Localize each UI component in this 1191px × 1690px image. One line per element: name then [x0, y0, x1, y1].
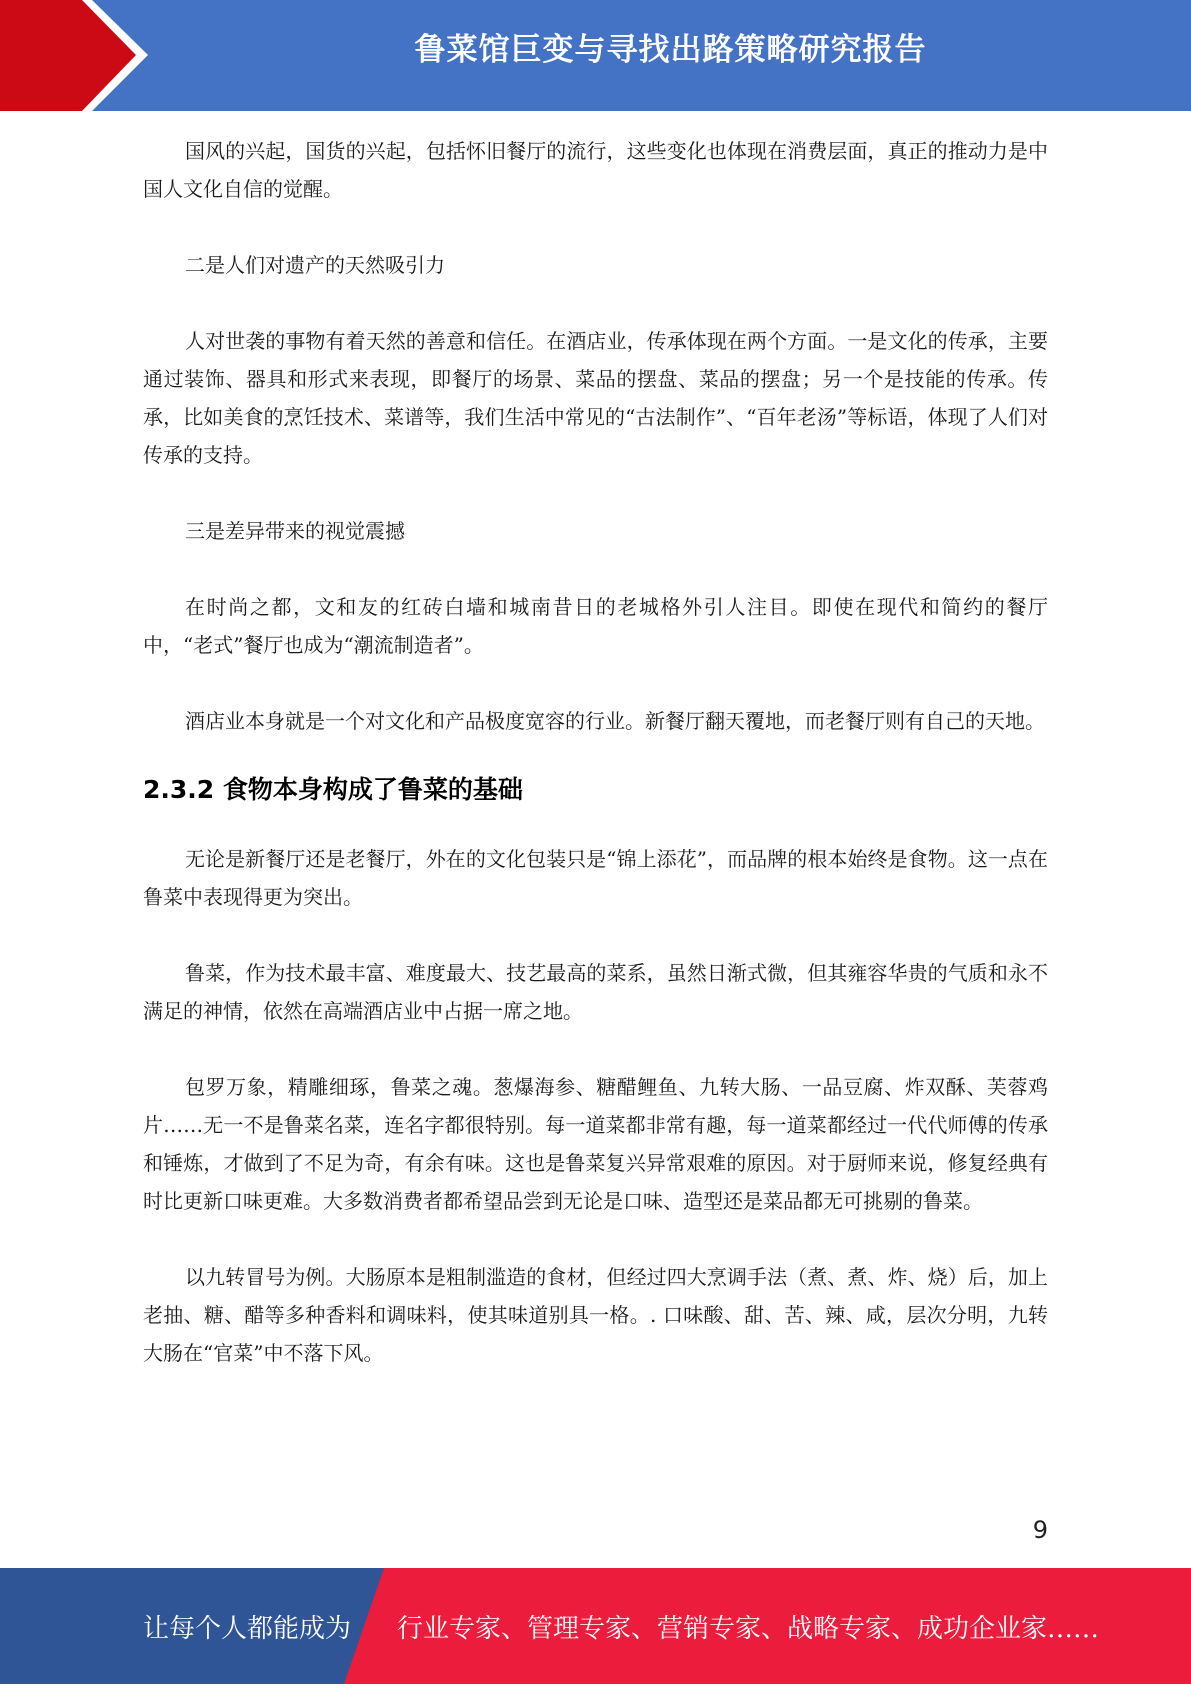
- paragraph: 鲁菜，作为技术最丰富、难度最大、技艺最高的菜系，虽然日渐式微，但其雍容华贵的气质和永不满足的神情，依然在高端酒店业中占据一席之地。: [143, 961, 1048, 1023]
- paragraph: 国风的兴起，国货的兴起，包括怀旧餐厅的流行，这些变化也体现在消费层面，真正的推动力是中国人文化自信的觉醒。: [143, 139, 1048, 201]
- footer-slogan-right: 行业专家、管理专家、营销专家、战略专家、成功企业家……: [397, 1614, 1100, 1644]
- paragraph: 在时尚之都，文和友的红砖白墙和城南昔日的老城格外引人注目。即使在现代和简约的餐厅中，“老式”餐厅也成为“潮流制造者”。: [143, 595, 1048, 657]
- paragraph: 无论是新餐厅还是老餐厅，外在的文化包装只是“锦上添花”，而品牌的根本始终是食物。这一点在鲁菜中表现得更为突出。: [143, 847, 1048, 909]
- report-title: 鲁菜馆巨变与寻找出路策略研究报告: [414, 32, 927, 68]
- paragraph: 酒店业本身就是一个对文化和产品极度宽容的行业。新餐厅翻天覆地，而老餐厅则有自己的天地。: [185, 709, 1045, 733]
- page-number: 9: [1032, 1516, 1048, 1544]
- paragraph: 人对世袭的事物有着天然的善意和信任。在酒店业，传承体现在两个方面。一是文化的传承，主要通过装饰、器具和形式来表现，即餐厅的场景、菜品的摆盘、菜品的摆盘；另一个是技能的传承。传承，比如美食的烹饪技术、菜谱等，我们生活中常见的“古法制作”、“百年老汤”等标语，体现了人们对传承的支持。: [143, 329, 1048, 467]
- paragraph: 以九转冒号为例。大肠原本是粗制滥造的食材，但经过四大烹调手法（煮、煮、炸、烧）后，加上老抽、糖、醋等多种香料和调味料，使其味道别具一格。. 口味酸、甜、苦、辣、咸，层次分明，九转大肠在“官菜”中不落下风。: [143, 1265, 1048, 1365]
- page-footer: [0, 1568, 1191, 1684]
- section-heading: 2.3.2 食物本身构成了鲁菜的基础: [143, 775, 523, 804]
- document-body: [143, 132, 1048, 1372]
- header-arrow-decoration: [0, 0, 160, 111]
- paragraph: 包罗万象，精雕细琢，鲁菜之魂。葱爆海参、糖醋鲤鱼、九转大肠、一品豆腐、炸双酥、芙蓉鸡片……无一不是鲁菜名菜，连名字都很特别。每一道菜都非常有趣，每一道菜都经过一代代师傅的传承和锤炼，才做到了不足为奇，有余有味。这也是鲁菜复兴异常艰难的原因。对于厨师来说，修复经典有时比更新口味更难。大多数消费者都希望品尝到无论是口味、造型还是菜品都无可挑剔的鲁菜。: [143, 1075, 1048, 1213]
- subheading-paragraph: 三是差异带来的视觉震撼: [185, 519, 405, 543]
- subheading-paragraph: 二是人们对遗产的天然吸引力: [185, 253, 445, 277]
- page-header: [0, 0, 1191, 111]
- footer-slogan-left: 让每个人都能成为: [143, 1614, 352, 1644]
